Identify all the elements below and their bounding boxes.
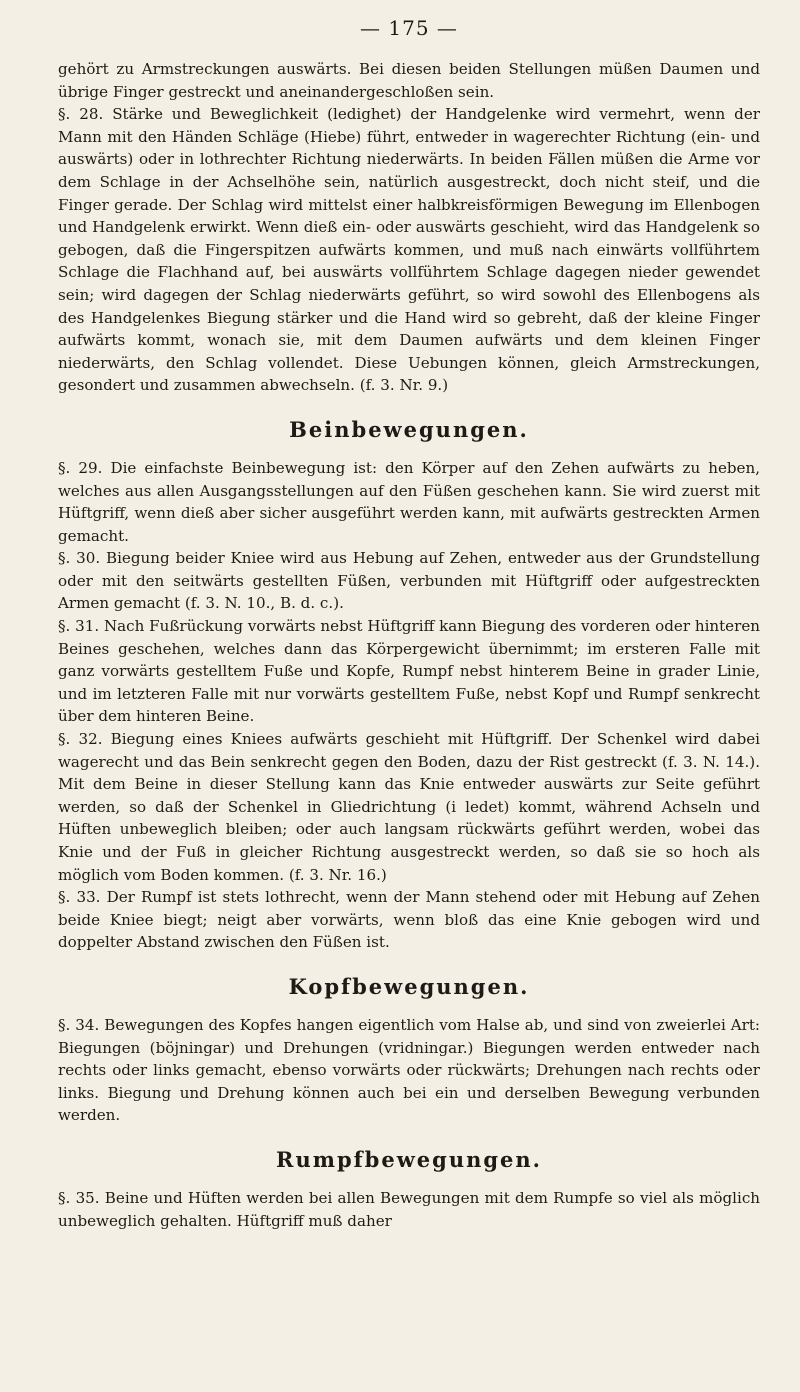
heading-rumpfbewegungen: Rumpfbewegungen. — [276, 1146, 542, 1172]
paragraph-28: §. 28. Stärke und Beweglichkeit (ledighet) der Handgelenke wird vermehrt, wenn der Mann mit den Händen Schläge (Hiebe) führt, entweder in wagerechter Richtung (ein- und auswärts) oder in lothrechter Richtung niederwärts. In beiden Fällen müßen die Arme vor dem Schlage in der Achselhöhe sein, natürlich ausgestreckt, doch nicht steif, und die Finger gerade. Der Schlag wird mittelst einer halbkreisförmigen Bewegung im Ellenbogen und Handgelenk erwirkt. Wenn dieß ein- oder auswärts geschieht, wird das Handgelenk so gebogen, daß die Fingerspitzen aufwärts kommen, und muß nach einwärts vollführtem Schlage die Flachhand auf, bei auswärts vollführtem Schlage dagegen nieder gewendet sein; wird dagegen der Schlag niederwärts geführt, so wird sowohl des Ellenbogens als des Handgelenkes Biegung stärker und die Hand wird so gebreht, daß der kleine Finger aufwärts kommt, wonach sie, mit dem Daumen aufwärts und dem kleinen Finger niederwärts, den Schlag vollendet. Diese Uebungen können, gleich Armstreckungen, gesondert und zusammen abwechseln. (f. 3. Nr. 9.) — [58, 105, 760, 395]
paragraph-31: §. 31. Nach Fußrückung vorwärts nebst Hüftgriff kann Biegung des vorderen oder hinteren Beines geschehen, welches dann das Körpergewicht übernimmt; im ersteren Falle mit ganz vorwärts gestelltem Fuße und Kopfe, Rumpf nebst hinterem Beine in grader Linie, und im letzteren Falle mit nur vorwärts gestelltem Fuße, nebst Kopf und Rumpf senkrecht über dem hinteren Beine. — [58, 617, 760, 726]
paragraph-intro: gehört zu Armstreckungen auswärts. Bei diesen beiden Stellungen müßen Daumen und übrige Finger gestreckt und aneinandergeschloßen sein. — [58, 60, 760, 101]
paragraph-29: §. 29. Die einfachste Beinbewegung ist: den Körper auf den Zehen aufwärts zu heben, welches aus allen Ausgangsstellungen auf den Füßen geschehen kann. Sie wird zuerst mit Hüftgriff, wenn dieß aber sicher ausgeführt werden kann, mit aufwärts gestreckten Armen gemacht. — [58, 458, 760, 545]
paragraph-33: §. 33. Der Rumpf ist stets lothrecht, wenn der Mann stehend oder mit Hebung auf Zehen beide Kniee biegt; neigt aber vorwärts, wenn bloß das eine Knie gebogen wird und doppelter Abstand zwischen den Füßen ist. — [58, 888, 760, 952]
page-number: — 175 — — [360, 16, 458, 40]
paragraph-35: §. 35. Beine und Hüften werden bei allen Bewegungen mit dem Rumpfe so viel als möglich unbeweglich gehalten. Hüftgriff muß daher — [58, 1188, 760, 1230]
heading-kopfbewegungen: Kopfbewegungen. — [288, 973, 530, 999]
heading-beinbewegungen: Beinbewegungen. — [289, 416, 529, 442]
paragraph-32: §. 32. Biegung eines Kniees aufwärts geschieht mit Hüftgriff. Der Schenkel wird dabei wagerecht und das Bein senkrecht gegen den Boden, dazu der Rist gestreckt (f. 3. N. 14.). Mit dem Beine in dieser Stellung kann das Knie entweder auswärts zur Seite geführt werden, so daß der Schenkel in Gliedrichtung (i ledet) kommt, während Achseln und Hüften unbeweglich bleiben; oder auch langsam rückwärts geführt werden, wobei das Knie und der Fuß in gleicher Richtung ausgestreckt werden, so daß sie so hoch als möglich vom Boden kommen. (f. 3. Nr. 16.) — [58, 730, 760, 884]
paragraph-30: §. 30. Biegung beider Kniee wird aus Hebung auf Zehen, entweder aus der Grundstellung oder mit den seitwärts gestellten Füßen, verbunden mit Hüftgriff oder aufgestreckten Armen gemacht (f. 3. N. 10., B. d. c.). — [58, 549, 760, 613]
paragraph-34: §. 34. Bewegungen des Kopfes hangen eigentlich vom Halse ab, und sind von zweierlei Art: Biegungen (böjningar) und Drehungen (vridningar.) Biegungen werden entweder nach rechts oder links gemacht, ebenso vorwärts oder rückwärts; Drehungen nach rechts oder links. Biegung und Drehung können auch bei ein und derselben Bewegung verbunden werden. — [58, 1015, 760, 1125]
